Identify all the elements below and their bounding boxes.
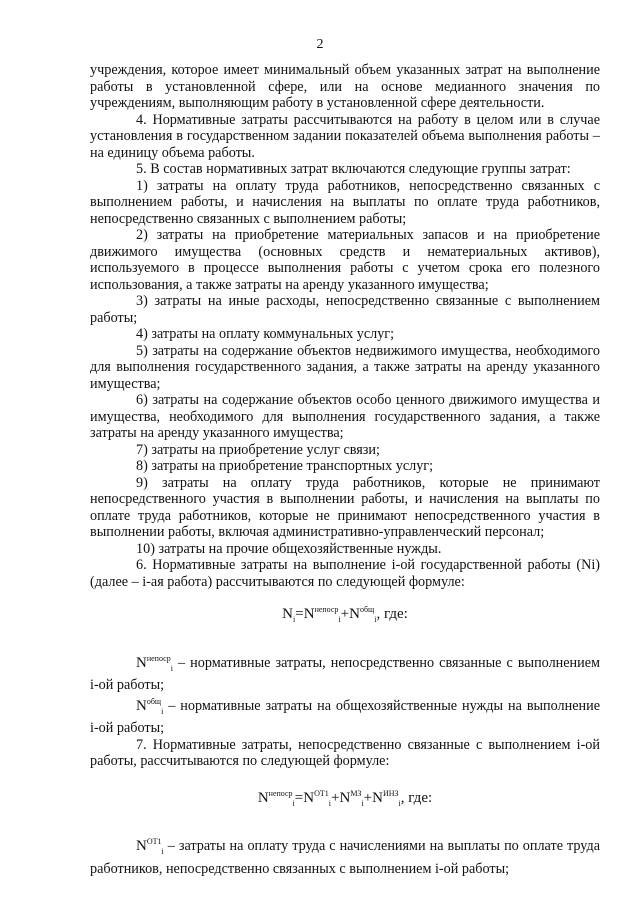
paragraph-4: 4. Нормативные затраты рассчитываются на работу в целом или в случае установления в государственном задании показателей объема выполнения работы – на единицу объема работы. [90, 111, 600, 161]
list-item-2: 2) затраты на приобретение материальных запасов и на приобретение движимого имущества (основных средств и нематериальных активов), используемого в процессе выполнения работы с учетом срока его полезного использования, а также затраты на аренду указанного имущества; [90, 227, 600, 293]
formula-total: $N_i=N^{непоср}_i+N^{общ}_i$, где: [282, 605, 408, 624]
document-body [90, 62, 600, 877]
list-item-5: 5) затраты на содержание объектов недвижимого имущества, необходимого для выполнения государственного задания, а также затраты на аренду указанного имущества; [90, 342, 600, 392]
paragraph-6: 6. Нормативные затраты на выполнение i-ой государственной работы (Ni) (далее – i-ая работа) рассчитываются по следующей формуле: [90, 557, 600, 590]
list-item-1: 1) затраты на оплату труда работников, непосредственно связанных с выполнением работы, и начисления на выплаты по оплате труда работников, непосредственно связанных с выполнением работы; [90, 177, 600, 227]
paragraph-7: 7. Нормативные затраты, непосредственно связанные с выполнением i-ой работы, рассчитываются по следующей формуле: [90, 736, 600, 769]
paragraph-5: 5. В состав нормативных затрат включаются следующие группы затрат: [136, 161, 571, 177]
list-item-3: 3) затраты на иные расходы, непосредственно связанные с выполнением работы; [90, 293, 600, 326]
paragraph: учреждения, которое имеет минимальный объем указанных затрат на выполнение работы в установленной сфере, или на основе медианного значения по учреждениям, выполняющим работу в установленной сфере деятельности. [90, 62, 600, 111]
formula-direct: $N^{непоср}_i=N^{ОТ1}_i+N^{МЗ}_i+N^{ИНЗ}_i$, где: [257, 788, 433, 808]
definition-labor: $N^{ОТ1}_i$ – затраты на оплату труда с начислениями на выплаты по оплате труда работников, непосредственно связанных с выполнением i-ой работы; [90, 837, 600, 877]
list-item-4: 4) затраты на оплату коммунальных услуг; [136, 326, 395, 342]
definition-direct: $N^{непоср}_i$ – нормативные затраты, непосредственно связанные с выполнением i-ой работы; [90, 653, 600, 693]
list-item-8: 8) затраты на приобретение транспортных услуг; [136, 458, 434, 474]
list-item-6: 6) затраты на содержание объектов особо ценного движимого имущества и имущества, необходимого для выполнения государственного задания, а также затраты на аренду указанного имущества; [90, 392, 600, 441]
definition-general: $N^{общ}_i$ – нормативные затраты на общехозяйственные нужды на выполнение i-ой работы; [90, 696, 600, 736]
list-item-7: 7) затраты на приобретение услуг связи; [136, 441, 380, 458]
list-item-10: 10) затраты на прочие общехозяйственные нужды. [136, 540, 442, 557]
list-item-9: 9) затраты на оплату труда работников, которые не принимают непосредственного участия в выполнении работы, и начисления на выплаты по оплате труда работников, которые не принимают непосредственного участия в выполнении работы, включая административно-управленческий персонал; [90, 474, 600, 540]
page-number: 2 [316, 37, 324, 52]
